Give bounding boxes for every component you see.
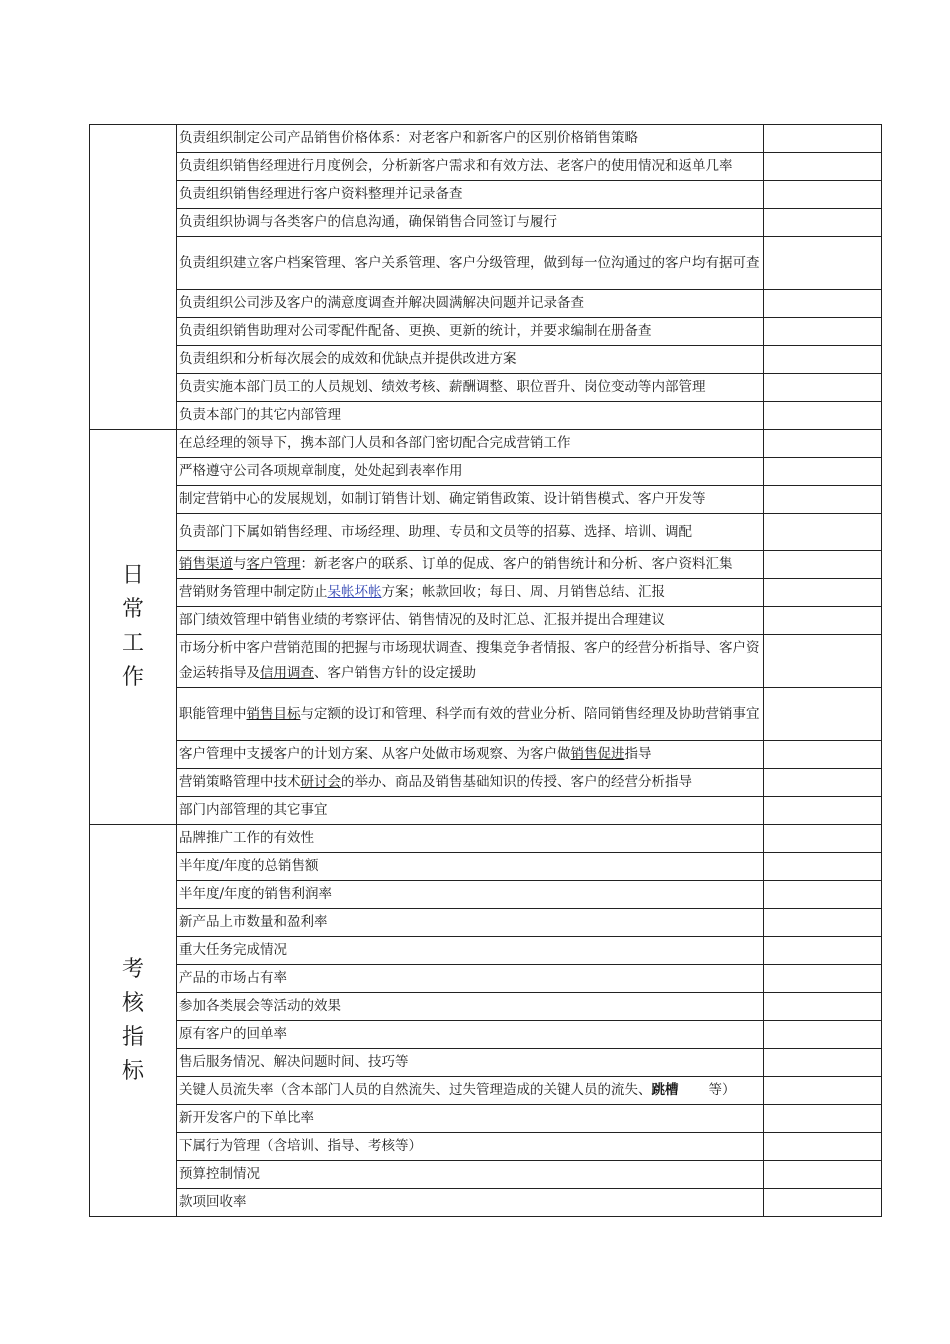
table-row bbox=[90, 741, 882, 769]
notes-cell bbox=[764, 209, 882, 237]
item-text: 负责部门下属如销售经理、市场经理、助理、专员和文员等的招募、选择、培训、调配 bbox=[179, 523, 692, 540]
notes-cell bbox=[764, 1133, 882, 1161]
notes-cell bbox=[764, 402, 882, 430]
duty-item-cell bbox=[177, 965, 764, 993]
term-link[interactable]: 呆帐坏帐 bbox=[327, 584, 382, 600]
duty-table-body bbox=[90, 125, 882, 1217]
item-text: 客户管理中支援客户的计划方案、从客户处做市场观察、为客户做 bbox=[179, 746, 571, 762]
notes-cell bbox=[764, 1021, 882, 1049]
notes-cell bbox=[764, 993, 882, 1021]
table-row bbox=[90, 181, 882, 209]
table-row bbox=[90, 881, 882, 909]
duty-item-cell bbox=[177, 125, 764, 153]
table-row bbox=[90, 125, 882, 153]
table-row bbox=[90, 153, 882, 181]
duty-item-cell bbox=[177, 1161, 764, 1189]
item-text: 客户管理 bbox=[246, 556, 301, 572]
duty-item-cell bbox=[177, 797, 764, 825]
duty-item-cell bbox=[177, 741, 764, 769]
item-text: 原有客户的回单率 bbox=[179, 1026, 287, 1042]
item-text: 与定额的设订和管理、科学而有效的营业分析、陪同销售经理及协助营销事宜 bbox=[300, 705, 760, 722]
duty-item-cell bbox=[177, 318, 764, 346]
item-text: 跳槽 bbox=[651, 1082, 679, 1098]
table-row bbox=[90, 1133, 882, 1161]
notes-cell bbox=[764, 486, 882, 514]
duty-item-cell bbox=[177, 881, 764, 909]
table-row bbox=[90, 402, 882, 430]
duty-item-cell bbox=[177, 514, 764, 551]
table-row bbox=[90, 1077, 882, 1105]
item-text: 严格遵守公司各项规章制度，处处起到表率作用 bbox=[179, 463, 463, 479]
duty-item-cell bbox=[177, 551, 764, 579]
item-text: 售后服务情况、解决问题时间、技巧等 bbox=[179, 1054, 409, 1070]
table-row bbox=[90, 430, 882, 458]
table-row bbox=[90, 346, 882, 374]
item-text: 负责组织销售经理进行客户资料整理并记录备查 bbox=[179, 186, 463, 202]
section-label-char: 考 bbox=[121, 956, 144, 982]
duty-item-cell bbox=[177, 181, 764, 209]
item-text: 下属行为管理（含培训、指导、考核等） bbox=[179, 1138, 422, 1154]
duty-item-cell bbox=[177, 374, 764, 402]
duty-item-cell bbox=[177, 853, 764, 881]
item-text: 的举办、商品及销售基础知识的传授、客户的经营分析指导 bbox=[341, 774, 692, 790]
duty-item-cell bbox=[177, 1021, 764, 1049]
table-row bbox=[90, 1161, 882, 1189]
item-text: 信用调查 bbox=[260, 665, 314, 681]
item-text: 负责组织协调与各类客户的信息沟通，确保销售合同签订与履行 bbox=[179, 214, 557, 230]
notes-cell bbox=[764, 1049, 882, 1077]
notes-cell bbox=[764, 290, 882, 318]
table-row bbox=[90, 607, 882, 635]
item-text: 负责组织销售经理进行月度例会，分析新客户需求和有效方法、老客户的使用情况和返单几率 bbox=[179, 158, 733, 174]
item-text: 在总经理的领导下，携本部门人员和各部门密切配合完成营销工作 bbox=[179, 435, 571, 451]
item-text: 负责组织建立客户档案管理、客户关系管理、客户分级管理，做到每一位沟通过的客户均有据可查 bbox=[179, 254, 760, 271]
duty-item-cell bbox=[177, 290, 764, 318]
table-row bbox=[90, 825, 882, 853]
notes-cell bbox=[764, 965, 882, 993]
item-text: 部门绩效管理中销售业绩的考察评估、销售情况的及时汇总、汇报并提出合理建议 bbox=[179, 612, 665, 628]
table-row bbox=[90, 769, 882, 797]
table-row bbox=[90, 290, 882, 318]
notes-cell bbox=[764, 797, 882, 825]
notes-cell bbox=[764, 909, 882, 937]
item-text: 品牌推广工作的有效性 bbox=[179, 830, 314, 846]
item-text: 负责组织制定公司产品销售价格体系：对老客户和新客户的区别价格销售策略 bbox=[179, 130, 638, 146]
notes-cell bbox=[764, 346, 882, 374]
notes-cell bbox=[764, 937, 882, 965]
item-text: 负责实施本部门员工的人员规划、绩效考核、薪酬调整、职位晋升、岗位变动等内部管理 bbox=[179, 379, 706, 395]
table-row bbox=[90, 514, 882, 551]
duty-item-cell bbox=[177, 430, 764, 458]
item-text: 制定营销中心的发展规划，如制订销售计划、确定销售政策、设计销售模式、客户开发等 bbox=[179, 491, 706, 507]
duty-item-cell bbox=[177, 1189, 764, 1217]
notes-cell bbox=[764, 1077, 882, 1105]
duty-item-cell bbox=[177, 769, 764, 797]
notes-cell bbox=[764, 458, 882, 486]
item-text: 职能管理中 bbox=[179, 705, 247, 722]
duty-item-cell bbox=[177, 402, 764, 430]
duty-item-cell bbox=[177, 579, 764, 607]
duty-item-cell bbox=[177, 346, 764, 374]
item-text: 等） bbox=[708, 1082, 736, 1098]
item-text: 部门内部管理的其它事宜 bbox=[179, 802, 328, 818]
notes-cell bbox=[764, 181, 882, 209]
item-text: 销售目标 bbox=[246, 705, 301, 722]
notes-cell bbox=[764, 741, 882, 769]
table-row bbox=[90, 688, 882, 741]
item-text: ：新老客户的联系、订单的促成、客户的销售统计和分析、客户资料汇集 bbox=[300, 556, 733, 572]
item-text: 重大任务完成情况 bbox=[179, 942, 287, 958]
duty-table bbox=[89, 124, 882, 1217]
duty-item-cell bbox=[177, 635, 764, 688]
section-label-char: 标 bbox=[121, 1058, 144, 1084]
item-text: 预算控制情况 bbox=[179, 1166, 260, 1182]
table-row bbox=[90, 1105, 882, 1133]
section-label-cell bbox=[90, 125, 177, 430]
section-label-char: 日 bbox=[121, 563, 144, 588]
item-text: 负责组织销售助理对公司零配件配备、更换、更新的统计，并要求编制在册备查 bbox=[179, 323, 652, 339]
item-text: 半年度/年度的总销售额 bbox=[179, 858, 319, 874]
item-text: 与 bbox=[233, 556, 247, 572]
item-text: 负责本部门的其它内部管理 bbox=[179, 407, 341, 423]
section-label-char: 作 bbox=[121, 665, 144, 690]
notes-cell bbox=[764, 825, 882, 853]
table-row bbox=[90, 1021, 882, 1049]
item-text: 研讨会 bbox=[300, 774, 341, 790]
table-row bbox=[90, 797, 882, 825]
item-text: 营销财务管理中制定防止 bbox=[179, 584, 328, 600]
duty-item-cell bbox=[177, 607, 764, 635]
item-text: 款项回收率 bbox=[179, 1194, 247, 1210]
table-row bbox=[90, 1189, 882, 1217]
table-row bbox=[90, 551, 882, 579]
duty-item-cell bbox=[177, 1049, 764, 1077]
notes-cell bbox=[764, 1189, 882, 1217]
item-text: 产品的市场占有率 bbox=[179, 970, 287, 986]
table-row bbox=[90, 209, 882, 237]
duty-item-cell bbox=[177, 1077, 764, 1105]
table-row bbox=[90, 965, 882, 993]
duty-item-cell bbox=[177, 1105, 764, 1133]
duty-item-cell bbox=[177, 458, 764, 486]
duty-item-cell bbox=[177, 237, 764, 290]
duty-item-cell bbox=[177, 486, 764, 514]
notes-cell bbox=[764, 853, 882, 881]
item-text: 负责组织公司涉及客户的满意度调查并解决圆满解决问题并记录备查 bbox=[179, 295, 584, 311]
notes-cell bbox=[764, 1161, 882, 1189]
item-text: 负责组织和分析每次展会的成效和优缺点并提供改进方案 bbox=[179, 351, 517, 367]
notes-cell bbox=[764, 551, 882, 579]
notes-cell bbox=[764, 635, 882, 688]
notes-cell bbox=[764, 318, 882, 346]
notes-cell bbox=[764, 579, 882, 607]
notes-cell bbox=[764, 125, 882, 153]
item-text: 销售促进 bbox=[570, 746, 625, 762]
duty-item-cell bbox=[177, 909, 764, 937]
table-row bbox=[90, 1049, 882, 1077]
table-row bbox=[90, 853, 882, 881]
duty-item-cell bbox=[177, 153, 764, 181]
table-row bbox=[90, 237, 882, 290]
notes-cell bbox=[764, 514, 882, 551]
item-text: 、客户销售方针的设定援助 bbox=[314, 665, 476, 681]
item-text: 营销策略管理中技术 bbox=[179, 774, 301, 790]
notes-cell bbox=[764, 374, 882, 402]
section-label-cell bbox=[90, 430, 177, 825]
duty-item-cell bbox=[177, 688, 764, 741]
section-label-char: 核 bbox=[121, 990, 144, 1016]
item-text: 方案；帐款回收；每日、周、月销售总结、汇报 bbox=[381, 584, 665, 600]
item-text: 半年度/年度的销售利润率 bbox=[179, 886, 333, 902]
notes-cell bbox=[764, 237, 882, 290]
notes-cell bbox=[764, 430, 882, 458]
duty-item-cell bbox=[177, 993, 764, 1021]
section-label-cell bbox=[90, 825, 177, 1217]
duty-item-cell bbox=[177, 937, 764, 965]
table-row bbox=[90, 937, 882, 965]
table-row bbox=[90, 458, 882, 486]
table-row bbox=[90, 486, 882, 514]
section-label-char: 工 bbox=[121, 631, 144, 656]
notes-cell bbox=[764, 153, 882, 181]
table-row bbox=[90, 579, 882, 607]
item-text: 销售渠道 bbox=[179, 556, 233, 572]
notes-cell bbox=[764, 1105, 882, 1133]
notes-cell bbox=[764, 688, 882, 741]
notes-cell bbox=[764, 769, 882, 797]
duty-item-cell bbox=[177, 209, 764, 237]
notes-cell bbox=[764, 881, 882, 909]
item-text: 指导 bbox=[624, 746, 652, 762]
table-row bbox=[90, 374, 882, 402]
item-text: 参加各类展会等活动的效果 bbox=[179, 998, 341, 1014]
section-label-char: 指 bbox=[121, 1024, 144, 1050]
notes-cell bbox=[764, 607, 882, 635]
duty-item-cell bbox=[177, 825, 764, 853]
item-text: 关键人员流失率（含本部门人员的自然流失、过失管理造成的关键人员的流失、 bbox=[179, 1082, 652, 1098]
item-text: 新产品上市数量和盈利率 bbox=[179, 914, 328, 930]
item-text: 新开发客户的下单比率 bbox=[179, 1110, 314, 1126]
table-row bbox=[90, 635, 882, 688]
table-row bbox=[90, 318, 882, 346]
section-label-char: 常 bbox=[121, 597, 144, 622]
item-text: 市场分析中客户营销范围的把握与市场现状调查、搜集竞争者情报、客户的经营分析指导、客户资金运转指导及 bbox=[179, 640, 760, 681]
table-row bbox=[90, 909, 882, 937]
table-row bbox=[90, 993, 882, 1021]
duty-item-cell bbox=[177, 1133, 764, 1161]
